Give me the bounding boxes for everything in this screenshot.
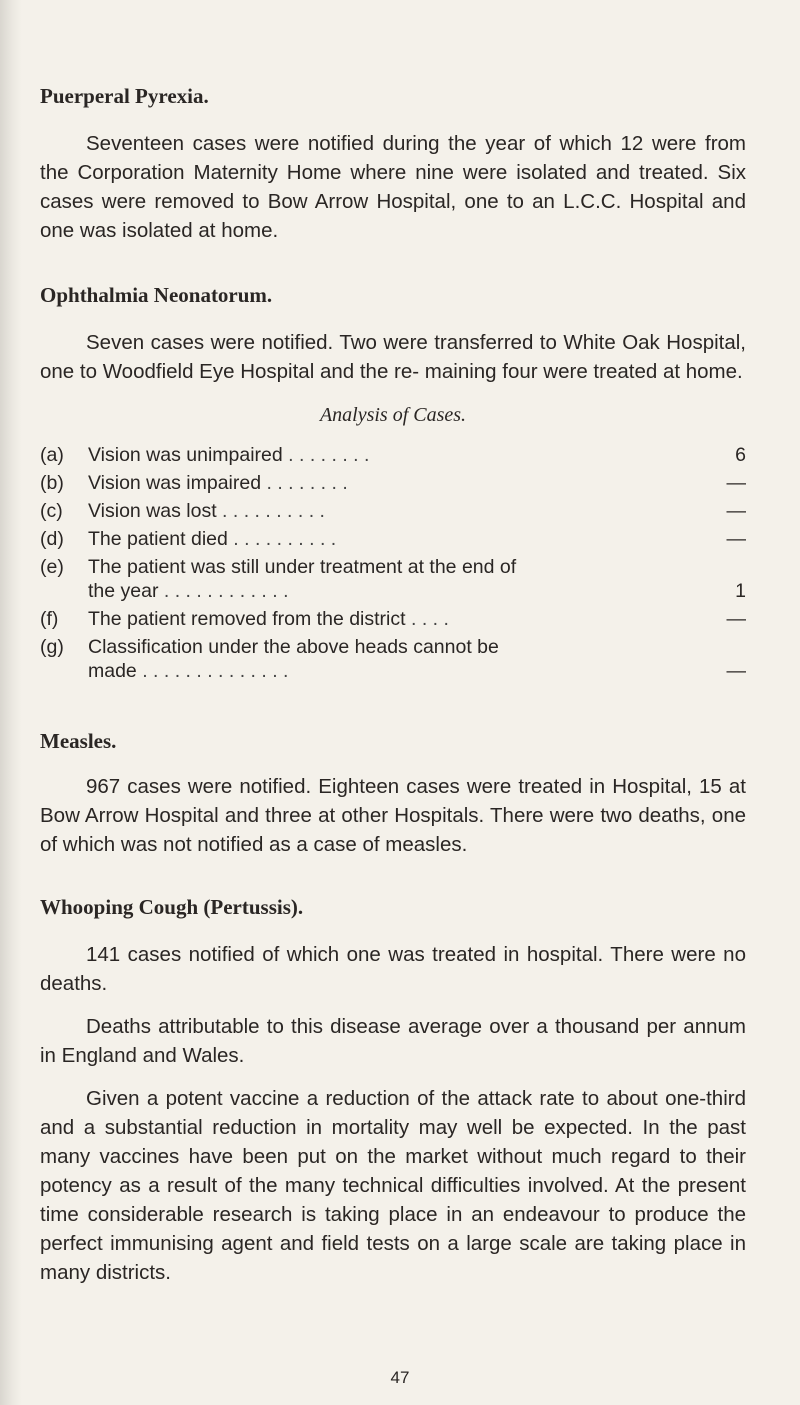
heading-whooping-cough: Whooping Cough (Pertussis). [40,895,304,919]
row-text: Vision was lost [88,500,217,522]
analysis-row-f [40,607,746,631]
row-text: Classification under the above heads cannot be [88,636,499,658]
leader-dots: . . . . . . . . . . [227,528,337,550]
row-value: 1 [735,580,746,602]
paragraph-whooping-cough-1: 141 cases notified of which one was treated in hospital. There were no deaths. [40,943,746,995]
row-label: (e) [40,556,64,578]
analysis-row-a [40,443,746,467]
leader-dots: . . . . . . . . . . . . . . [136,660,289,682]
row-text: The patient died [88,528,228,550]
leader-dots: . . . . . . . . . . . . [158,580,289,602]
row-value: — [726,660,746,682]
analysis-row-e [40,555,746,603]
analysis-title: Analysis of Cases. [319,404,467,426]
paragraph-puerperal-pyrexia: Seventeen cases were notified during the year of which 12 were from the Corporation Maternity Home where nine were isolated and treated. Six cases were removed to Bow Arrow Hospital, one to an L.C.C. Hospital and one was isolated at home. [40,132,746,242]
leader-dots: . . . . . . . . [261,472,348,494]
row-text: The patient removed from the district [88,608,406,630]
analysis-row-b [40,471,746,495]
paragraph-whooping-cough-2: Deaths attributable to this disease average over a thousand per annum in England and Wales. [40,1015,746,1067]
row-label: (d) [40,528,64,550]
row-text-continued: the year [88,580,159,602]
leader-dots: . . . . . . . . . . [216,500,325,522]
heading-puerperal-pyrexia: Puerperal Pyrexia. [40,84,209,108]
row-label: (c) [40,500,63,522]
row-text: Vision was impaired [88,472,262,494]
paragraph-measles: 967 cases were notified. Eighteen cases were treated in Hospital, 15 at Bow Arrow Hospital and three at other Hospitals. There were two deaths, one of which was not notified as a case of measles. [40,775,746,856]
leader-dots: . . . . [405,608,449,630]
row-label: (g) [40,636,64,658]
heading-ophthalmia-neonatorum: Ophthalmia Neonatorum. [40,283,273,307]
row-text: Vision was unimpaired [88,444,283,466]
analysis-list [40,443,746,683]
paragraph-whooping-cough-3: Given a potent vaccine a reduction of the attack rate to about one-third and a substantial reduction in mortality may well be expected. In the past many vaccines have been put on the market without much regard to their potency as a result of the many technical difficulties involved. At the present time considerable research is taking place in an endeavour to produce the perfect immunising agent and field tests on a large scale are taking place in many districts. [40,1087,746,1284]
leader-dots: . . . . . . . . [282,444,370,466]
row-text: The patient was still under treatment at the end of [88,556,517,578]
row-value: — [726,500,746,522]
row-label: (a) [40,444,64,466]
row-text-continued: made [88,660,137,682]
analysis-row-d [40,527,746,551]
page-binding-edge [0,0,22,1405]
row-value: — [726,528,746,550]
row-value: — [726,608,746,630]
heading-measles: Measles. [40,729,117,753]
paragraph-ophthalmia-neonatorum: Seven cases were notified. Two were transferred to White Oak Hospital, one to Woodfield Eye Hospital and the re- maining four were treated at home. [40,331,746,383]
analysis-row-c [40,499,746,523]
document-body [40,84,746,1287]
page-number: 47 [390,1368,410,1387]
row-label: (b) [40,472,64,494]
analysis-row-g [40,635,746,683]
row-label: (f) [40,608,59,630]
row-value: 6 [735,444,746,466]
row-value: — [726,472,746,494]
